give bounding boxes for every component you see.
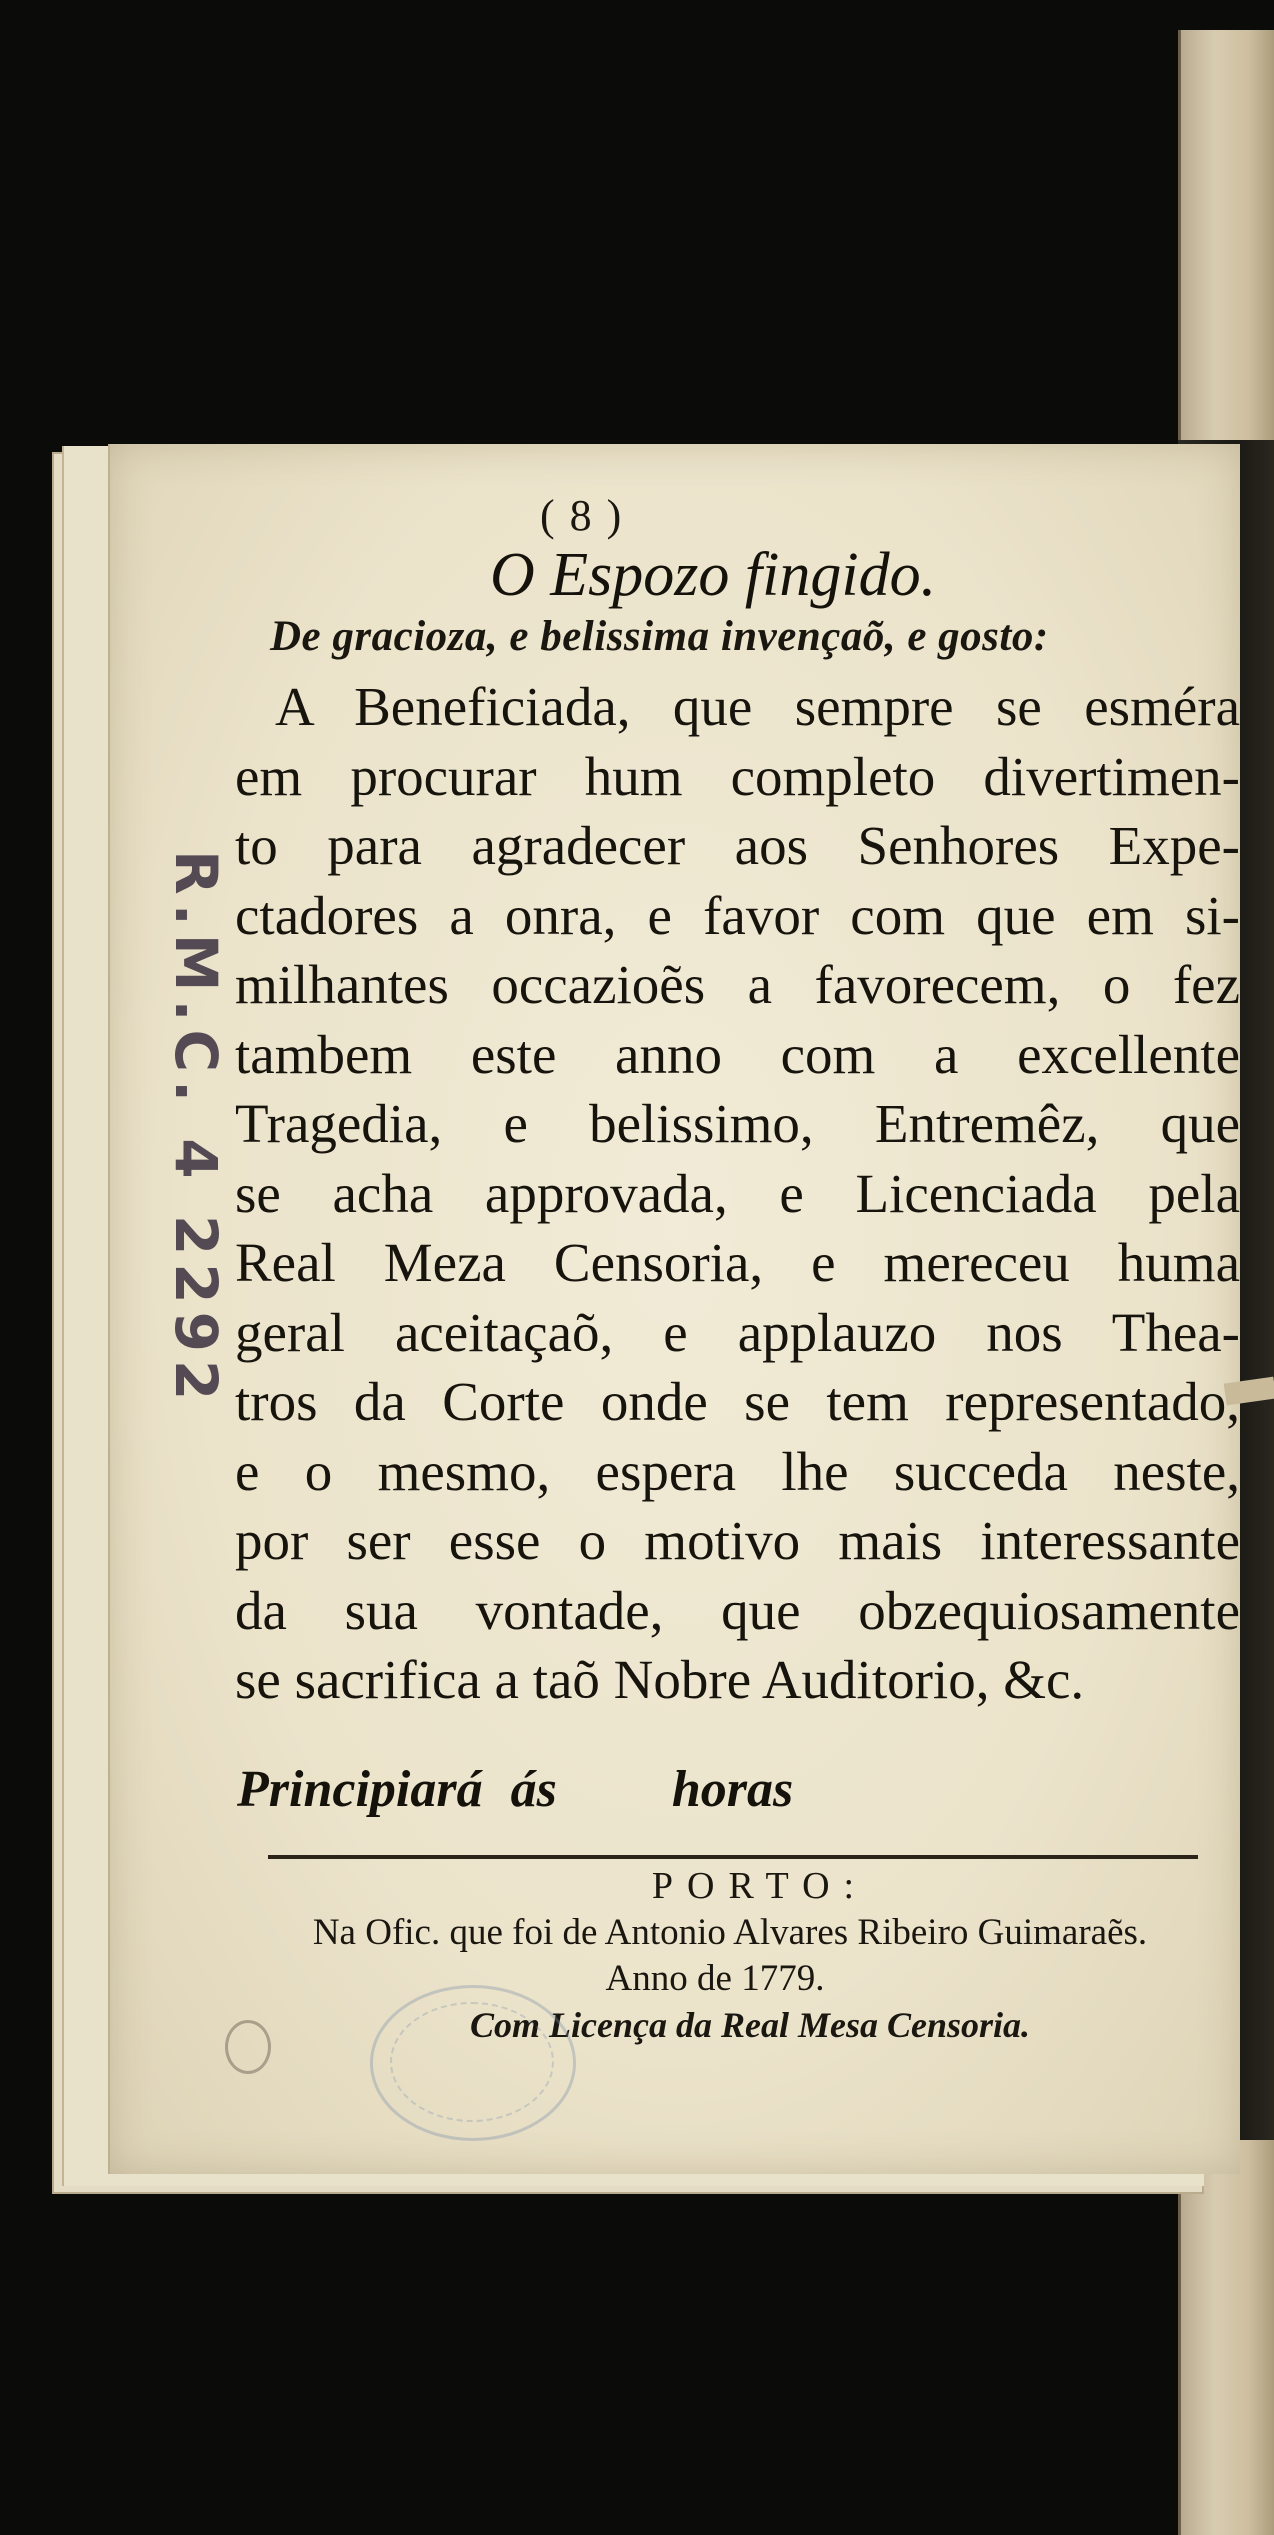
body-line: milhantes occazioẽs a favorecem, o fez [235, 954, 1240, 1015]
divider-rule [268, 1855, 1198, 1859]
body-text [235, 672, 1240, 1715]
body-line: Tragedia, e belissimo, Entremêz, que [235, 1093, 1240, 1154]
handwritten-shelfmark: R.M.C. 4 2292 [162, 850, 230, 1409]
page-subtitle: De gracioza, e belissima invençaõ, e gosto: [270, 613, 1049, 660]
imprint-block [230, 1862, 1230, 2048]
start-lead: Principiará [237, 1761, 483, 1818]
body-line: se acha approvada, e Licenciada pela [235, 1162, 1240, 1224]
body-line: tambem este anno com a excellente [235, 1023, 1240, 1085]
body-line: A Beneficiada, que sempre se esméra [275, 676, 1240, 737]
body-line: Real Meza Censoria, e mereceu huma [235, 1232, 1240, 1293]
body-line: por ser esse o motivo mais interessante [235, 1510, 1240, 1571]
imprint-license: Com Licença da Real Mesa Censoria. [470, 2005, 1030, 2045]
body-line: e o mesmo, espera lhe succeda neste, [235, 1440, 1240, 1502]
page-number: ( 8 ) [540, 491, 624, 540]
body-line: se sacrifica a taõ Nobre Auditorio, &c. [235, 1649, 1085, 1710]
imprint-printer: Na Ofic. que foi de Antonio Alvares Ribeiro Guimaraẽs. [312, 1912, 1148, 1953]
start-mid: ás [510, 1761, 557, 1818]
page-title: O Espozo fingido. [490, 541, 937, 609]
body-line: to para agradecer aos Senhores Expe- [235, 815, 1240, 876]
library-stamp-inner [390, 2002, 554, 2122]
body-line: ctadores a onra, e favor com que em si- [235, 884, 1240, 946]
body-line: geral aceitaçaõ, e applauzo nos Thea- [235, 1301, 1240, 1363]
start-time-line [237, 1760, 793, 1819]
imprint-city: PORTO: [651, 1865, 869, 1907]
body-line: da sua vontade, que obzequiosamente [235, 1579, 1240, 1641]
body-line: em procurar hum completo divertimen- [235, 745, 1240, 807]
ink-mark [225, 2020, 271, 2074]
start-end: horas [671, 1761, 794, 1818]
imprint-year: Anno de 1779. [605, 1958, 825, 1999]
body-line: tros da Corte onde se tem representado, [235, 1371, 1240, 1432]
